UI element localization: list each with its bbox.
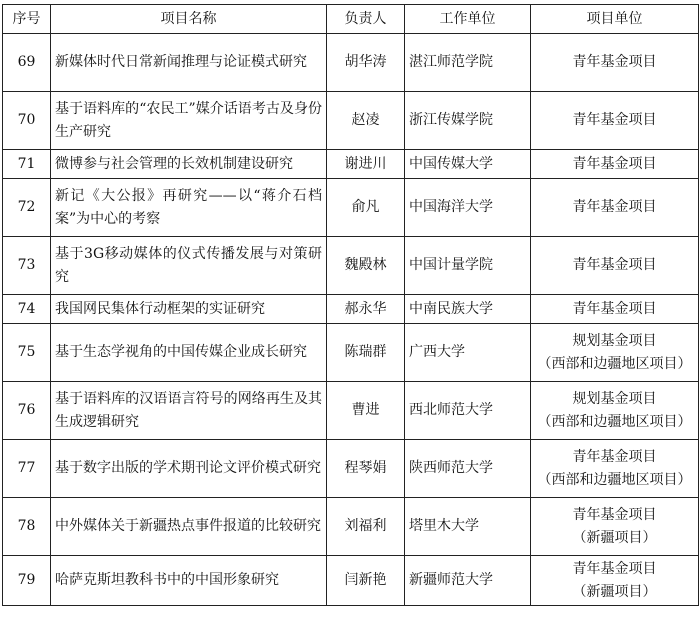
row-project-unit	[531, 556, 699, 606]
header-project-unit: 项目单位	[531, 5, 699, 34]
row-leader: 谢进川	[327, 150, 405, 179]
table-row	[3, 179, 699, 237]
project-unit-line: 青年基金项目	[572, 506, 657, 523]
row-project-unit	[531, 382, 699, 440]
header-leader: 负责人	[327, 5, 405, 34]
row-no: 72	[3, 179, 51, 237]
row-unit: 新疆师范大学	[405, 556, 531, 606]
row-name: 新记《大公报》再研究——以“蒋介石档案”为中心的考察	[51, 179, 327, 237]
row-unit: 中国计量学院	[405, 237, 531, 295]
row-leader: 刘福利	[327, 498, 405, 556]
row-name: 基于数字出版的学术期刊论文评价模式研究	[51, 440, 327, 498]
row-name: 基于生态学视角的中国传媒企业成长研究	[51, 324, 327, 382]
row-no: 77	[3, 440, 51, 498]
row-leader: 曹进	[327, 382, 405, 440]
row-project-unit	[531, 324, 699, 382]
row-name: 基于语料库的汉语语言符号的网络再生及其生成逻辑研究	[51, 382, 327, 440]
project-unit-note: （新疆项目）	[572, 529, 657, 546]
project-unit-line: 青年基金项目	[572, 112, 657, 128]
project-unit-note: （新疆项目）	[572, 583, 657, 600]
row-leader: 赵凌	[327, 92, 405, 150]
row-name: 微博参与社会管理的长效机制建设研究	[51, 150, 327, 179]
table-row	[3, 498, 699, 556]
row-project-unit	[531, 150, 699, 179]
project-unit-line: 青年基金项目	[572, 199, 657, 215]
row-no: 69	[3, 34, 51, 92]
row-unit: 西北师范大学	[405, 382, 531, 440]
table-row	[3, 237, 699, 295]
header-no: 序号	[3, 5, 51, 34]
row-leader: 陈瑞群	[327, 324, 405, 382]
row-project-unit	[531, 498, 699, 556]
row-unit: 陕西师范大学	[405, 440, 531, 498]
header-name: 项目名称	[51, 5, 327, 34]
row-leader: 闫新艳	[327, 556, 405, 606]
row-unit: 塔里木大学	[405, 498, 531, 556]
project-unit-line: 青年基金项目	[572, 300, 657, 317]
row-no: 79	[3, 556, 51, 606]
table-row	[3, 92, 699, 150]
table-row	[3, 440, 699, 498]
row-no: 76	[3, 382, 51, 440]
row-no: 71	[3, 150, 51, 179]
row-project-unit	[531, 295, 699, 324]
row-name: 哈萨克斯坦教科书中的中国形象研究	[51, 556, 327, 606]
row-name: 基于3G移动媒体的仪式传播发展与对策研究	[51, 237, 327, 295]
header-unit: 工作单位	[405, 5, 531, 34]
row-project-unit	[531, 237, 699, 295]
row-name: 中外媒体关于新疆热点事件报道的比较研究	[51, 498, 327, 556]
row-project-unit	[531, 34, 699, 92]
project-unit-line: 青年基金项目	[572, 560, 657, 577]
table-header-row	[3, 5, 699, 34]
row-project-unit	[531, 92, 699, 150]
row-unit: 中国海洋大学	[405, 179, 531, 237]
project-unit-line: 青年基金项目	[572, 54, 657, 70]
row-name: 我国网民集体行动框架的实证研究	[51, 295, 327, 324]
table-row	[3, 324, 699, 382]
project-unit-note: （西部和边疆地区项目）	[537, 413, 692, 430]
row-project-unit	[531, 179, 699, 237]
row-no: 78	[3, 498, 51, 556]
row-leader: 胡华涛	[327, 34, 405, 92]
row-name: 基于语料库的“农民工”媒介话语考古及身份生产研究	[51, 92, 327, 150]
row-no: 75	[3, 324, 51, 382]
project-unit-line: 规划基金项目	[572, 332, 657, 349]
table-row	[3, 295, 699, 324]
project-unit-line: 青年基金项目	[572, 155, 657, 172]
row-leader: 俞凡	[327, 179, 405, 237]
row-unit: 中国传媒大学	[405, 150, 531, 179]
row-unit: 浙江传媒学院	[405, 92, 531, 150]
project-unit-line: 青年基金项目	[572, 257, 657, 273]
project-unit-line: 规划基金项目	[572, 390, 657, 407]
table-row	[3, 150, 699, 179]
project-unit-note: （西部和边疆地区项目）	[537, 471, 692, 488]
project-unit-line: 青年基金项目	[572, 448, 657, 465]
row-no: 70	[3, 92, 51, 150]
project-unit-note: （西部和边疆地区项目）	[537, 355, 692, 372]
row-leader: 程琴娟	[327, 440, 405, 498]
table-row	[3, 556, 699, 606]
table-row	[3, 382, 699, 440]
row-unit: 广西大学	[405, 324, 531, 382]
row-no: 73	[3, 237, 51, 295]
row-unit: 中南民族大学	[405, 295, 531, 324]
project-table	[2, 4, 699, 606]
row-project-unit	[531, 440, 699, 498]
row-leader: 郝永华	[327, 295, 405, 324]
row-unit: 湛江师范学院	[405, 34, 531, 92]
table-row	[3, 34, 699, 92]
row-leader: 魏殿林	[327, 237, 405, 295]
row-no: 74	[3, 295, 51, 324]
row-name: 新媒体时代日常新闻推理与论证模式研究	[51, 34, 327, 92]
